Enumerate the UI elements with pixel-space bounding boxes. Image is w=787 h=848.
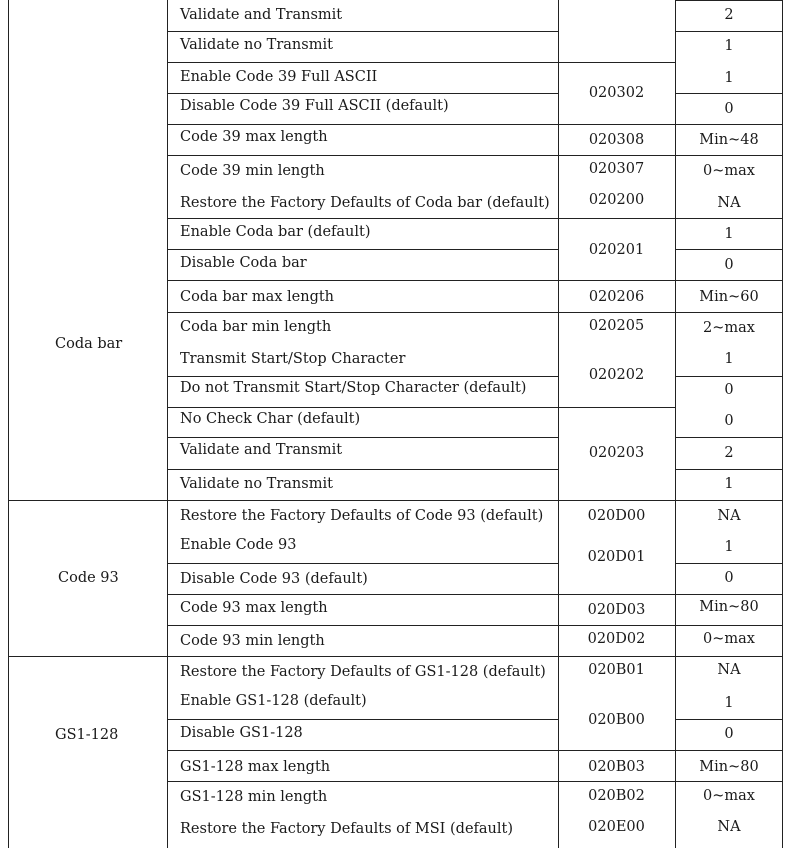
- row-value: 1: [724, 695, 734, 711]
- row-value: 2: [724, 445, 734, 461]
- row-description: Disable Code 93 (default): [180, 571, 368, 587]
- row-divider: [675, 437, 783, 438]
- row-value: 0~max: [703, 631, 755, 647]
- row-divider: [167, 625, 783, 626]
- row-value: 0: [724, 726, 734, 742]
- row-description: Restore the Factory Defaults of GS1-128 (default): [180, 664, 546, 680]
- row-divider: [675, 719, 783, 720]
- row-divider: [675, 563, 783, 564]
- row-description: Enable Coda bar (default): [180, 224, 371, 240]
- row-code: 020206: [588, 289, 645, 305]
- row-value: Min~48: [699, 132, 759, 148]
- row-divider: [167, 249, 559, 250]
- row-value: Min~60: [699, 289, 759, 305]
- row-code: 020D00: [587, 508, 646, 524]
- row-description: Enable Code 39 Full ASCII: [180, 69, 378, 85]
- row-divider: [167, 280, 783, 281]
- row-code: 020203: [588, 445, 645, 461]
- row-code: 020B03: [588, 759, 645, 775]
- row-divider: [167, 155, 783, 156]
- row-divider: [675, 376, 783, 377]
- row-description: Disable GS1-128: [180, 725, 303, 741]
- row-value: 1: [724, 70, 734, 86]
- group-divider: [8, 656, 783, 657]
- row-value: 0: [724, 382, 734, 398]
- row-divider: [167, 31, 559, 32]
- row-description: GS1-128 max length: [180, 759, 331, 775]
- row-description: Validate no Transmit: [180, 37, 333, 53]
- row-description: Disable Coda bar: [180, 255, 307, 271]
- row-description: Coda bar max length: [180, 289, 335, 305]
- row-description: Coda bar min length: [180, 319, 332, 335]
- row-value: NA: [717, 662, 741, 678]
- row-description: Restore the Factory Defaults of Coda bar (default): [180, 195, 550, 211]
- row-divider: [167, 563, 559, 564]
- row-value: 1: [724, 226, 734, 242]
- row-divider: [167, 62, 676, 63]
- table-border-right: [782, 0, 783, 848]
- row-divider: [675, 31, 783, 32]
- row-description: Code 93 max length: [180, 600, 328, 616]
- row-description: Transmit Start/Stop Character: [180, 351, 406, 367]
- row-value: 0: [724, 570, 734, 586]
- row-value: Min~80: [699, 599, 759, 615]
- table-border-left: [8, 0, 9, 848]
- row-divider: [167, 312, 783, 313]
- row-divider: [167, 594, 783, 595]
- row-description: No Check Char (default): [180, 411, 361, 427]
- row-description: Validate and Transmit: [180, 442, 343, 458]
- row-value: 0~max: [703, 788, 755, 804]
- row-value: 0: [724, 413, 734, 429]
- row-description: Restore the Factory Defaults of MSI (default): [180, 821, 513, 837]
- row-code: 020308: [588, 132, 645, 148]
- row-divider: [675, 469, 783, 470]
- row-value: Min~80: [699, 759, 759, 775]
- row-description: Disable Code 39 Full ASCII (default): [180, 98, 449, 114]
- row-description: Do not Transmit Start/Stop Character (default): [180, 380, 527, 396]
- row-code: 020B02: [588, 788, 645, 804]
- row-code: 020B01: [588, 662, 645, 678]
- row-description: Code 93 min length: [180, 633, 325, 649]
- row-value: 1: [724, 539, 734, 555]
- row-divider: [167, 469, 559, 470]
- group-divider: [8, 500, 783, 501]
- row-value: NA: [717, 508, 741, 524]
- row-code: 020D03: [587, 602, 646, 618]
- row-code: 020302: [588, 85, 645, 101]
- row-description: Code 39 max length: [180, 129, 328, 145]
- row-code: 020202: [588, 367, 645, 383]
- row-code: 020205: [588, 318, 645, 334]
- row-description: Enable Code 93: [180, 537, 297, 553]
- row-value: 1: [724, 38, 734, 54]
- row-divider: [167, 750, 783, 751]
- row-code: 020307: [588, 161, 645, 177]
- row-divider: [167, 376, 559, 377]
- row-divider: [167, 719, 559, 720]
- row-code: 020201: [588, 242, 645, 258]
- row-code: 020D02: [587, 631, 646, 647]
- row-value: 0: [724, 257, 734, 273]
- row-value: NA: [717, 819, 741, 835]
- row-divider: [675, 249, 783, 250]
- row-description: GS1-128 min length: [180, 789, 328, 805]
- row-description: Enable GS1-128 (default): [180, 693, 367, 709]
- row-code: 020E00: [588, 819, 645, 835]
- row-value: 1: [724, 351, 734, 367]
- category-coda-bar: Coda bar: [55, 336, 123, 352]
- row-code: 020B00: [588, 712, 645, 728]
- row-divider: [675, 0, 783, 1]
- row-value: 1: [724, 476, 734, 492]
- row-description: Restore the Factory Defaults of Code 93 (default): [180, 508, 544, 524]
- row-description: Validate and Transmit: [180, 7, 343, 23]
- row-description: Validate no Transmit: [180, 476, 333, 492]
- row-divider: [167, 218, 783, 219]
- row-divider: [167, 781, 783, 782]
- row-value: 0: [724, 101, 734, 117]
- row-divider: [167, 437, 559, 438]
- category-code-93: Code 93: [58, 570, 119, 586]
- row-divider: [167, 407, 676, 408]
- row-value: 2: [724, 7, 734, 23]
- row-divider: [167, 124, 783, 125]
- row-divider: [167, 93, 559, 94]
- row-value: 2~max: [703, 320, 755, 336]
- row-value: 0~max: [703, 163, 755, 179]
- row-divider: [675, 93, 783, 94]
- row-code: 020D01: [587, 549, 646, 565]
- row-value: NA: [717, 195, 741, 211]
- row-code: 020200: [588, 192, 645, 208]
- column-divider-description: [167, 0, 168, 848]
- row-description: Code 39 min length: [180, 163, 325, 179]
- category-gs1-128: GS1-128: [55, 727, 119, 743]
